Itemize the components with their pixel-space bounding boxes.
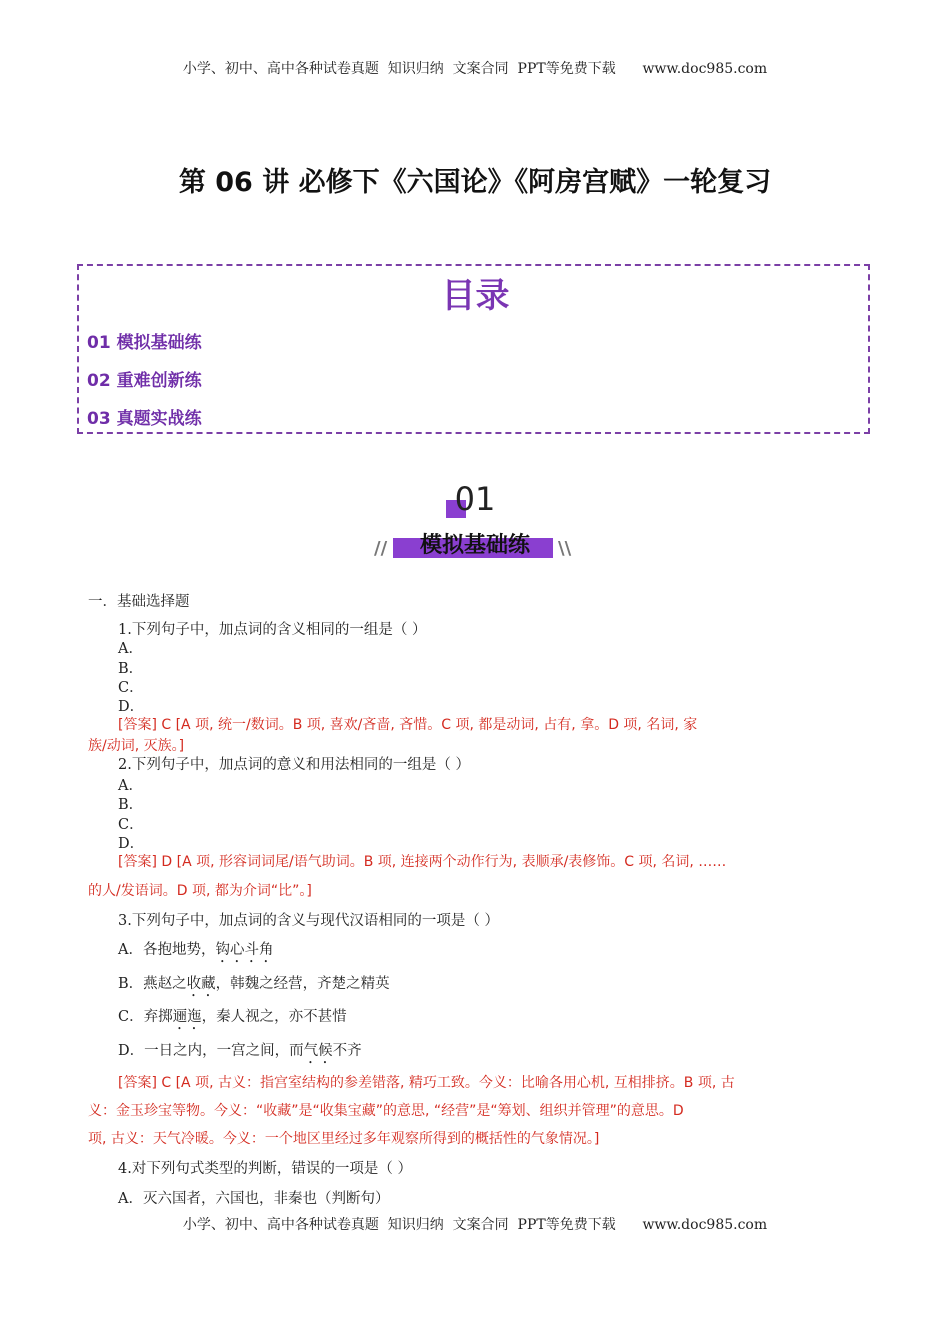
page-header: 小学、初中、高中各种试卷真题 知识归纳 文案合同 PPT等免费下载 www.doc985.com [182, 61, 768, 77]
q3-option-a-dotted-word: 钩心斗角 [215, 942, 274, 958]
banner-slash-right: \\ [558, 538, 572, 559]
q3-option-b [118, 972, 390, 1000]
q3-option-b-dotted-word: 收藏 [186, 976, 216, 992]
toc-title: 目录 [441, 276, 510, 316]
section-banner-title: 模拟基础练 [419, 533, 530, 558]
q3-option-c-post: ，秦人视之，亦不甚惜 [201, 1009, 347, 1025]
q2-option-c: C． [118, 817, 144, 833]
q3-option-a [118, 938, 273, 966]
page-title: 第 06 讲 必修下《六国论》《阿房宫赋》一轮复习 [178, 167, 772, 198]
part-heading: 一．基础选择题 [88, 594, 190, 610]
section-number: 01 [454, 480, 496, 518]
q3-option-d [118, 1039, 362, 1067]
q1-option-c: C． [118, 680, 144, 696]
q3-option-d-dotted-word: 气候 [303, 1043, 333, 1059]
q2-answer-line-2: 的人/发语词。D 项, 都为介词“比”。] [88, 883, 312, 899]
q2-option-d: D． [118, 836, 145, 852]
q2-answer-line-1: [答案] D [A 项, 形容词词尾/语气助词。B 项, 连接两个动作行为, 表顺承/表修饰。C 项, 名词, …… [118, 854, 727, 870]
q3-option-c [118, 1005, 347, 1033]
q3-option-c-label: C． [118, 1009, 144, 1025]
q3-answer-line-1: [答案] C [A 项, 古义：指宫室结构的参差错落, 精巧工致。今义：比喻各用心机, 互相排挤。B 项, 古 [118, 1075, 735, 1091]
q1-option-b: B． [118, 661, 144, 677]
q3-option-a-label: A． [118, 942, 143, 958]
q3-stem: 3.下列句子中，加点词的含义与现代汉语相同的一项是（ ） [118, 913, 499, 929]
toc-item-3[interactable]: 03 真题实战练 [87, 409, 202, 429]
q3-option-d-post: 不齐 [332, 1043, 362, 1059]
q3-option-a-pre: 各抱地势， [142, 942, 216, 958]
q3-option-c-dotted-word: 逦迤 [172, 1009, 202, 1025]
q1-option-d: D． [118, 699, 145, 715]
q2-option-b: B． [118, 797, 144, 813]
q3-option-c-pre: 弃掷 [143, 1009, 173, 1025]
q3-option-b-pre: 燕赵之 [143, 976, 187, 992]
table-of-contents [77, 264, 870, 434]
q3-answer-line-3: 项, 古义：天气冷暖。今义：一个地区里经过多年观察所得到的概括性的气象情况。] [88, 1131, 600, 1147]
q1-answer-line-1: [答案] C [A 项, 统一/数词。B 项, 喜欢/吝啬, 吝惜。C 项, 都是动词, 占有, 拿。D 项, 名词, 家 [118, 717, 698, 733]
q1-answer-line-2: 族/动词, 灭族。] [88, 738, 185, 754]
toc-item-2[interactable]: 02 重难创新练 [87, 371, 202, 391]
q4-stem: 4.对下列句式类型的判断，错误的一项是（ ） [118, 1161, 412, 1177]
q1-option-a: A． [118, 641, 143, 657]
toc-item-1[interactable]: 01 模拟基础练 [87, 333, 202, 353]
q3-answer-line-2: 义：金玉珍宝等物。今义：“收藏”是“收集宝藏”的意思, “经营”是“筹划、组织并管理”的意思。D [88, 1103, 684, 1119]
q3-option-d-pre: 一日之内，一宫之间，而 [144, 1043, 304, 1059]
q3-option-b-label: B． [118, 976, 144, 992]
q2-option-a: A． [118, 778, 143, 794]
q4-option-a: A．灭六国者，六国也，非秦也（判断句） [118, 1191, 390, 1207]
q2-stem: 2.下列句子中，加点词的意义和用法相同的一组是（ ） [118, 757, 470, 773]
q3-option-b-post: ，韩魏之经营，齐楚之精英 [215, 976, 390, 992]
page-footer: 小学、初中、高中各种试卷真题 知识归纳 文案合同 PPT等免费下载 www.doc985.com [182, 1217, 768, 1233]
q3-option-d-label: D． [118, 1043, 145, 1059]
q1-stem: 1.下列句子中，加点词的含义相同的一组是（ ） [118, 622, 427, 638]
banner-slash-left: // [374, 538, 388, 559]
